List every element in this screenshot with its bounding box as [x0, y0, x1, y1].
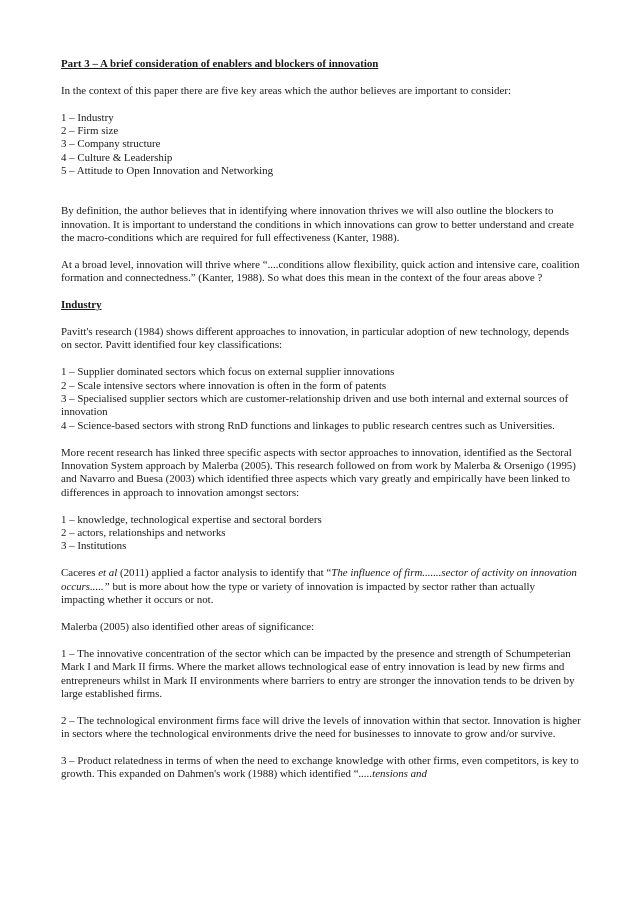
intro-paragraph: In the context of this paper there are five key areas which the author believes are important to consider: [61, 84, 511, 97]
caceres-quote: The influence of firm.......sector of activity on innovation occurs.....” [61, 567, 577, 593]
key-areas-list [61, 112, 581, 179]
significance-item: 1 – The innovative concentration of the sector which can be impacted by the presence and strength of Schumpeterian Mark I and Mark II firms. Where the market allows technological ease of entry innovation is lead by new firms and entrepreneurs whilst in Mark II environments where barriers to entry are stronger the innovation tends to be driven by large established firms. [61, 647, 575, 700]
malerba-paragraph: Malerba (2005) also identified other areas of significance: [61, 620, 315, 633]
caceres-text-start: Caceres [61, 567, 99, 580]
list-item: 3 – Institutions [61, 540, 127, 553]
list-item: 1 – knowledge, technological expertise and sectoral borders [61, 513, 322, 526]
caceres-text-mid: (2011) applied a factor analysis to identify that “ [117, 567, 332, 580]
list-item: 4 – Science-based sectors with strong RnD functions and linkages to public research centres such as Universities. [61, 419, 555, 432]
list-item: 1 – Supplier dominated sectors which focus on external supplier innovations [61, 366, 395, 379]
list-item: 2 – Firm size [61, 125, 119, 137]
broad-level-paragraph: At a broad level, innovation will thrive where “....conditions allow flexibility, quick action and intensive care, coalition formation and connectedness.” (Kanter, 1988). So what does this mean in the context of the four areas above ? [61, 259, 580, 285]
pavitt-classifications-list [61, 366, 581, 433]
recent-research-paragraph: More recent research has linked three specific aspects with sector approaches to innovation, identified as the Sectoral Innovation System approach by Malerba (2005). This research followed on from work by Malerba & Orsenigo (1995) and Navarro and Buesa (2003) which identified three aspects which vary greatly and empirically have been linked to differences in approach to innovation amongst sectors: [61, 446, 576, 499]
list-item: 4 – Culture & Leadership [61, 151, 173, 164]
aspects-list [61, 514, 581, 554]
significance-item [61, 755, 581, 782]
list-item: 2 – Scale intensive sectors where innovation is often in the form of patents [61, 379, 387, 392]
list-item: 3 – Specialised supplier sectors which are customer-relationship driven and use both internal and external sources of innovation [61, 393, 569, 419]
definition-paragraph: By definition, the author believes that in identifying where innovation thrives we will also outline the blockers to innovation. It is important to understand the conditions in which innovations can grow to better understand and create the macro-conditions which are required for full effectiveness (Kanter, 1988). [61, 205, 574, 245]
pavitt-paragraph: Pavitt's research (1984) shows different approaches to innovation, in particular adoption of new technology, depends on sector. Pavitt identified four key classifications: [61, 326, 569, 352]
caceres-etal: et al [98, 567, 118, 580]
list-item: 3 – Company structure [61, 138, 161, 151]
list-item: 1 – Industry [61, 111, 114, 124]
caceres-paragraph [61, 567, 581, 607]
significance-item: 2 – The technological environment firms face will drive the levels of innovation within that sector. Innovation is higher in sectors where the technological environments drive the need for businesses to innovate to grow and/or survive. [61, 714, 581, 741]
section-heading: Part 3 – A brief consideration of enablers and blockers of innovation [61, 58, 379, 70]
point3-text: 3 – Product relatedness in terms of when the need to exchange knowledge with other firms, even competitors, is key to growth. This expanded on Dahmen's work (1988) which identified “ [61, 754, 579, 781]
caceres-text-end: but is more about how the type or variety of innovation is impacted by sector rather than actually impacting whether it occurs or not. [61, 580, 535, 607]
list-item: 5 – Attitude to Open Innovation and Networking [61, 165, 274, 178]
document-page [61, 58, 581, 782]
list-item: 2 – actors, relationships and networks [61, 527, 226, 540]
point3-quote: .....tensions and [358, 768, 427, 781]
industry-heading: Industry [61, 299, 102, 312]
